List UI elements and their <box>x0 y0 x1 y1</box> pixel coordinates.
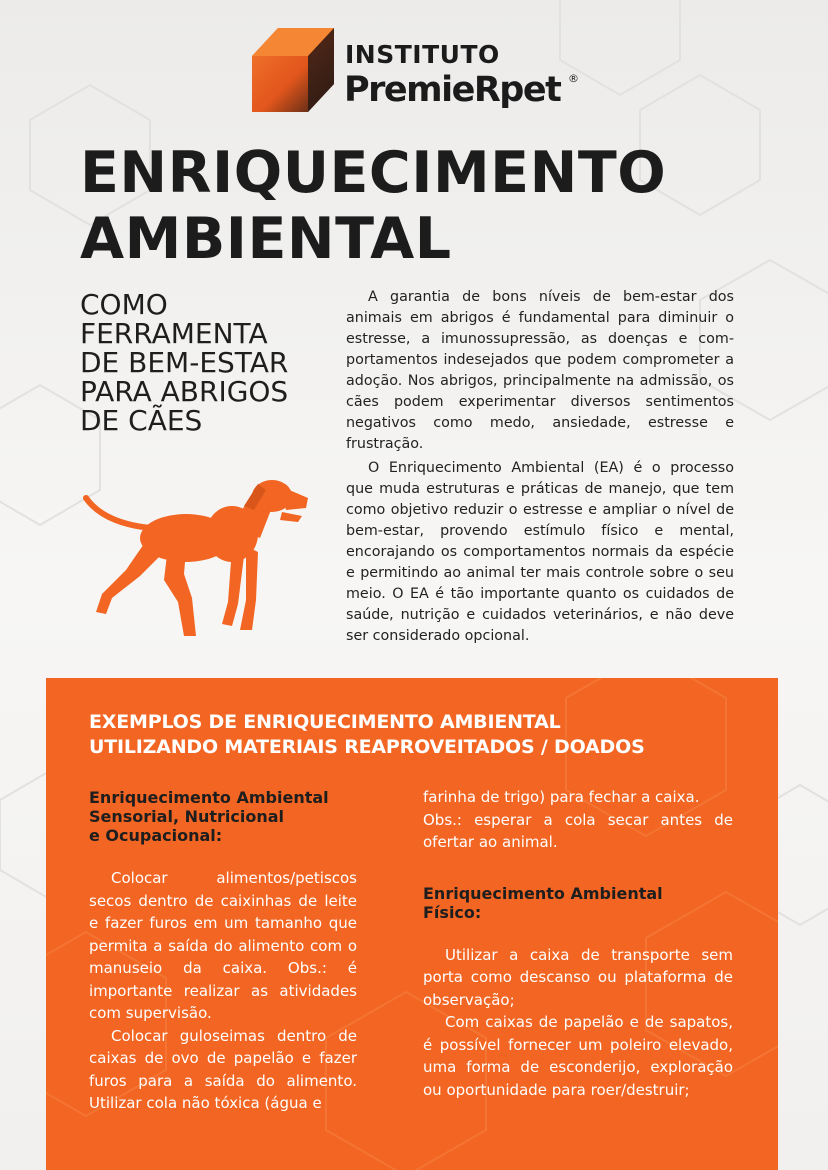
heading-sensorial-line-2: Sensorial, Nutricional <box>89 807 285 826</box>
fisico-paragraph-1: Utilizar a caixa de transporte sem porta como descanso ou plataforma de observação; <box>423 945 733 1009</box>
heading-fisico <box>423 884 733 922</box>
heading-fisico-line-2: Físico: <box>423 902 482 922</box>
intro-paragraph-1: A garantia de bons níveis de bem-estar dos animais em abrigos é fundamental para diminuir o estresse, a imunossupressão, as doenças e comportamentos indesejados que podem comprometer a adoção. Nos abrigos, principalmente na admissão, os cães podem experimentar diversos sentimentos negativos como medo, ansiedade, estresse e frustração. <box>346 289 734 452</box>
page-title-line-1: ENRIQUECIMENTO <box>80 140 667 206</box>
subtitle-line-2: FERRAMENTA <box>80 317 268 350</box>
subtitle-line-4: PARA ABRIGOS <box>80 375 289 408</box>
examples-title-line-2: UTILIZANDO MATERIAIS REAPROVEITADOS / DOADOS <box>89 736 645 758</box>
examples-column-right <box>423 786 733 1101</box>
page-title-line-2: AMBIENTAL <box>80 206 452 272</box>
subtitle-line-5: DE CÃES <box>80 404 203 437</box>
examples-title <box>89 710 645 760</box>
fisico-paragraph-2: Com caixas de papelão e de sapatos, é possível fornecer um poleiro elevado, uma forma de esconderijo, exploração ou oportunidade para roer/destruir; <box>423 1013 733 1099</box>
intro-text <box>346 287 734 650</box>
logo-text-instituto: INSTITUTO <box>345 40 500 69</box>
examples-title-line-1: EXEMPLOS DE ENRIQUECIMENTO AMBIENTAL <box>89 711 561 733</box>
sensorial-paragraph-1: Colocar alimentos/petiscos secos dentro de caixinhas de leite e fazer furos em um tamanho que permita a saída do alimento com o manuseio da caixa. Obs.: é importante realizar as atividades com supervisão. <box>89 869 357 1022</box>
heading-sensorial <box>89 788 357 845</box>
subtitle-line-1: COMO <box>80 288 168 321</box>
page-title <box>80 140 666 272</box>
logo-mark-icon <box>250 26 336 114</box>
sensorial-continuation-1: farinha de trigo) para fechar a caixa. <box>423 788 700 806</box>
page-subtitle <box>80 290 288 435</box>
heading-sensorial-line-1: Enriquecimento Ambiental <box>89 788 329 807</box>
heading-fisico-line-1: Enriquecimento Ambiental <box>423 883 663 903</box>
sensorial-paragraph-2: Colocar guloseimas dentro de caixas de ovo de papelão e fazer furos para a saída do alimento. Utilizar cola não tóxica (água e <box>89 1026 357 1112</box>
dog-silhouette-icon <box>82 476 314 640</box>
intro-paragraph-2: O Enriquecimento Ambiental (EA) é o processo que muda estruturas e práticas de manejo, que tem como objetivo reduzir o estresse e ampliar o nível de bem-estar, provendo estímulo físico e mental, encorajando os comportamentos normais da espécie e permitindo ao animal ter mais controle sobre o seu meio. O EA é tão importante quanto os cuidados de saúde, nutrição e cuidados veterinários, e não deve ser considerado opcional. <box>346 460 734 644</box>
examples-panel <box>46 678 778 1170</box>
heading-sensorial-line-3: e Ocupacional: <box>89 826 223 845</box>
sensorial-continuation-2: Obs.: esperar a cola secar antes de ofertar ao animal. <box>423 810 733 851</box>
brand-logo <box>250 26 590 118</box>
logo-text-premierpet: PremieRpet <box>344 70 561 110</box>
examples-column-left <box>89 788 357 1115</box>
registered-mark: ® <box>568 72 579 85</box>
subtitle-line-3: DE BEM-ESTAR <box>80 346 289 379</box>
